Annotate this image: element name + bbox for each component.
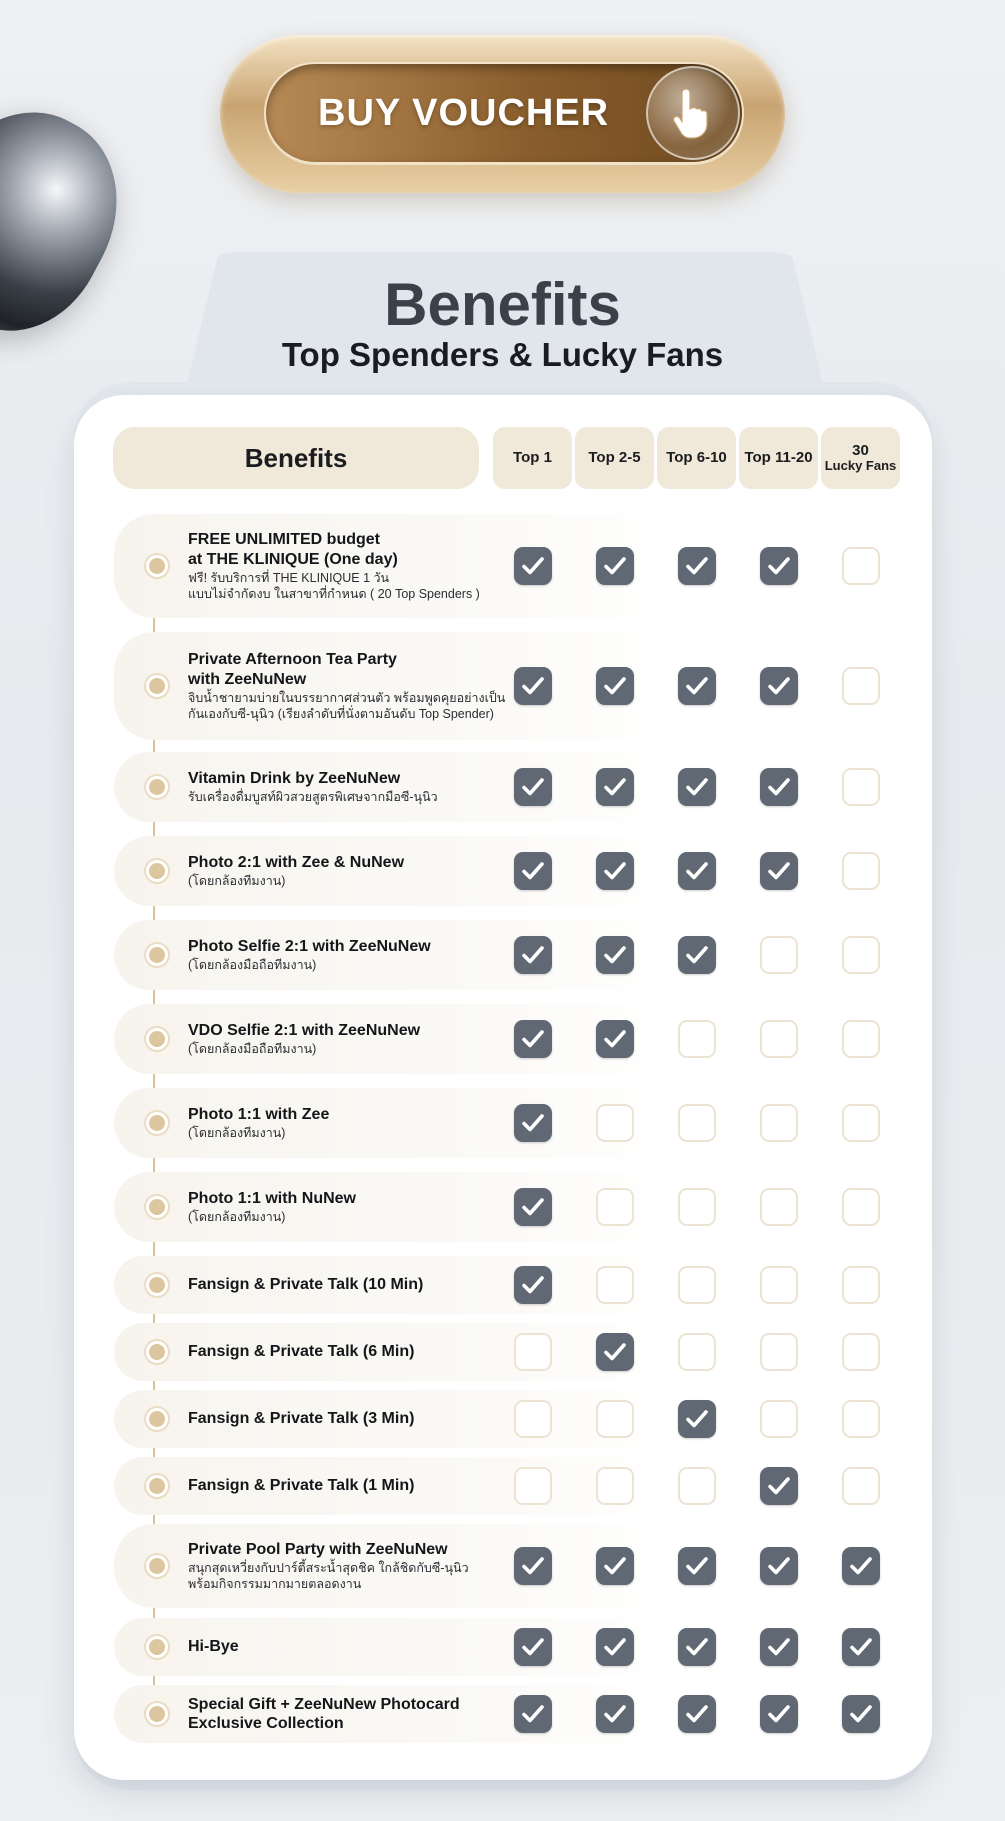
check-icon <box>514 667 552 705</box>
benefit-title: Special Gift + ZeeNuNew Photocard Exclusive Collection <box>188 1695 460 1733</box>
timeline-dot <box>144 1634 170 1660</box>
timeline-dot <box>144 1339 170 1365</box>
page-title: Benefits <box>384 271 621 338</box>
empty-checkbox <box>760 1400 798 1438</box>
check-icon <box>514 1628 552 1666</box>
benefit-description: (โดยกล้องมือถือทีมงาน) <box>188 1042 317 1057</box>
check-icon <box>842 1695 880 1733</box>
check-icon <box>596 768 634 806</box>
check-icon <box>514 1188 552 1226</box>
benefit-text <box>188 1189 528 1226</box>
check-icon <box>760 667 798 705</box>
timeline-dot <box>144 1553 170 1579</box>
benefit-description: ฟรี! รับบริการที่ THE KLINIQUE 1 วัน แบบไม่จำกัดงบ ในสาขาที่กำหนด ( 20 Top Spenders ) <box>188 571 480 601</box>
check-icon <box>678 1628 716 1666</box>
empty-checkbox <box>760 1188 798 1226</box>
benefit-text <box>188 1409 528 1429</box>
benefit-title: Fansign & Private Talk (3 Min) <box>188 1410 415 1427</box>
benefit-text <box>188 1342 528 1362</box>
benefit-text <box>188 1476 528 1496</box>
timeline-dot <box>144 1110 170 1136</box>
check-icon <box>596 547 634 585</box>
benefit-title: Vitamin Drink by ZeeNuNew <box>188 769 401 787</box>
check-icon <box>760 768 798 806</box>
benefit-title: Fansign & Private Talk (10 Min) <box>188 1276 424 1293</box>
empty-checkbox <box>678 1188 716 1226</box>
buy-voucher-button-inner[interactable] <box>264 62 744 164</box>
check-icon <box>678 547 716 585</box>
benefit-text <box>188 1540 528 1593</box>
empty-checkbox <box>760 1020 798 1058</box>
benefit-text <box>188 1275 528 1295</box>
benefit-text <box>188 1105 528 1142</box>
empty-checkbox <box>842 1188 880 1226</box>
benefit-description: (โดยกล้องทีมงาน) <box>188 874 286 889</box>
check-icon <box>678 768 716 806</box>
empty-checkbox <box>514 1400 552 1438</box>
timeline-dot <box>144 774 170 800</box>
benefit-text <box>188 937 528 974</box>
benefit-row <box>114 632 674 740</box>
empty-checkbox <box>596 1188 634 1226</box>
empty-checkbox <box>678 1266 716 1304</box>
empty-checkbox <box>842 547 880 585</box>
check-icon <box>514 852 552 890</box>
empty-checkbox <box>842 768 880 806</box>
check-icon <box>760 1695 798 1733</box>
benefit-title: FREE UNLIMITED budget at THE KLINIQUE (One day) <box>188 531 398 568</box>
column-header-sublabel: Lucky Fans <box>824 458 897 474</box>
buy-voucher-button[interactable] <box>220 35 785 193</box>
check-icon <box>760 852 798 890</box>
benefit-description: สนุกสุดเหวี่ยงกับปาร์ตี้สระน้ำสุดชิค ใกล้ชิดกับซี-นุนิว พร้อมกิจกรรมมากมายตลอดงาน <box>188 1561 469 1591</box>
benefit-title: Photo 1:1 with NuNew <box>188 1189 356 1207</box>
empty-checkbox <box>678 1333 716 1371</box>
timeline-dot <box>144 673 170 699</box>
benefit-row <box>114 1088 674 1158</box>
empty-checkbox <box>842 667 880 705</box>
check-icon <box>596 1628 634 1666</box>
benefit-row <box>114 1323 674 1381</box>
check-icon <box>678 1695 716 1733</box>
timeline-dot <box>144 1026 170 1052</box>
check-icon <box>514 1695 552 1733</box>
benefit-row <box>114 920 674 990</box>
benefit-row <box>114 1172 674 1242</box>
timeline-dot <box>144 1473 170 1499</box>
benefit-text <box>188 853 528 890</box>
empty-checkbox <box>678 1104 716 1142</box>
benefit-description: จิบน้ำชายามบ่ายในบรรยากาศส่วนตัว พร้อมพูดคุยอย่างเป็น กันเองกับซี-นุนิว (เรียงลำดับที่นั่งตามอันดับ Top Spender) <box>188 691 506 721</box>
empty-checkbox <box>596 1400 634 1438</box>
empty-checkbox <box>842 1266 880 1304</box>
timeline-dot <box>144 1194 170 1220</box>
benefit-title: VDO Selfie 2:1 with ZeeNuNew <box>188 1021 421 1039</box>
empty-checkbox <box>678 1020 716 1058</box>
timeline-dot <box>144 553 170 579</box>
benefit-title: Photo Selfie 2:1 with ZeeNuNew <box>188 937 431 955</box>
page-subtitle: Top Spenders & Lucky Fans <box>281 336 724 373</box>
benefit-description: (โดยกล้องทีมงาน) <box>188 1126 286 1141</box>
column-header-1 <box>493 427 572 489</box>
column-header-label: 30 <box>852 442 869 460</box>
check-icon <box>596 1020 634 1058</box>
empty-checkbox <box>514 1333 552 1371</box>
benefit-text <box>188 769 528 806</box>
empty-checkbox <box>842 936 880 974</box>
pointing-hand-icon <box>646 66 740 160</box>
check-icon <box>678 936 716 974</box>
empty-checkbox <box>760 936 798 974</box>
empty-checkbox <box>678 1467 716 1505</box>
empty-checkbox <box>842 1400 880 1438</box>
benefit-description: รับเครื่องดื่มบูสท์ผิวสวยสูตรพิเศษจากมือซี-นุนิว <box>188 790 438 805</box>
column-header-3 <box>657 427 736 489</box>
timeline-dot <box>144 942 170 968</box>
check-icon <box>596 1333 634 1371</box>
check-icon <box>678 1400 716 1438</box>
benefit-description: (โดยกล้องทีมงาน) <box>188 1210 286 1225</box>
empty-checkbox <box>842 1467 880 1505</box>
empty-checkbox <box>596 1467 634 1505</box>
check-icon <box>760 1547 798 1585</box>
benefit-title: Photo 2:1 with Zee & NuNew <box>188 853 405 871</box>
check-icon <box>596 667 634 705</box>
buy-voucher-label: BUY VOUCHER <box>318 92 610 134</box>
benefit-row <box>114 1256 674 1314</box>
empty-checkbox <box>596 1266 634 1304</box>
benefit-description: (โดยกล้องมือถือทีมงาน) <box>188 958 317 973</box>
check-icon <box>842 1628 880 1666</box>
timeline-dot <box>144 1272 170 1298</box>
check-icon <box>514 547 552 585</box>
timeline-dot <box>144 1406 170 1432</box>
column-header-5 <box>821 427 900 489</box>
check-icon <box>842 1547 880 1585</box>
check-icon <box>596 936 634 974</box>
column-header-label: Top 6-10 <box>666 449 727 467</box>
benefit-title: Private Afternoon Tea Party with ZeeNuNew <box>188 651 397 688</box>
benefit-row <box>114 1004 674 1074</box>
empty-checkbox <box>596 1104 634 1142</box>
column-header-label: Top 1 <box>513 449 552 467</box>
empty-checkbox <box>514 1467 552 1505</box>
check-icon <box>678 852 716 890</box>
column-header-4 <box>739 427 818 489</box>
check-icon <box>596 852 634 890</box>
benefit-row <box>114 1685 674 1743</box>
check-icon <box>514 1266 552 1304</box>
benefit-row <box>114 1390 674 1448</box>
check-icon <box>678 667 716 705</box>
benefits-column-header: Benefits <box>113 427 479 489</box>
benefit-title: Private Pool Party with ZeeNuNew <box>188 1540 448 1558</box>
empty-checkbox <box>760 1104 798 1142</box>
benefit-title: Hi-Bye <box>188 1638 239 1655</box>
benefit-title: Fansign & Private Talk (6 Min) <box>188 1343 415 1360</box>
benefit-row <box>114 1524 674 1608</box>
benefit-text <box>188 1021 528 1058</box>
check-icon <box>596 1695 634 1733</box>
check-icon <box>514 936 552 974</box>
check-icon <box>514 768 552 806</box>
check-icon <box>760 1628 798 1666</box>
benefit-title: Fansign & Private Talk (1 Min) <box>188 1477 415 1494</box>
column-header-label: Top 11-20 <box>744 449 813 467</box>
column-header-label: Top 2-5 <box>588 449 641 467</box>
check-icon <box>760 1467 798 1505</box>
benefit-row <box>114 1457 674 1515</box>
column-header-2 <box>575 427 654 489</box>
check-icon <box>760 547 798 585</box>
check-icon <box>514 1104 552 1142</box>
benefit-row <box>114 1618 674 1676</box>
benefit-title: Photo 1:1 with Zee <box>188 1105 330 1123</box>
benefit-text <box>188 1637 528 1657</box>
benefit-row <box>114 752 674 822</box>
benefit-row <box>114 836 674 906</box>
timeline-dot <box>144 858 170 884</box>
check-icon <box>678 1547 716 1585</box>
benefit-row <box>114 514 674 618</box>
check-icon <box>596 1547 634 1585</box>
check-icon <box>514 1547 552 1585</box>
empty-checkbox <box>760 1333 798 1371</box>
benefit-text <box>188 530 528 602</box>
empty-checkbox <box>842 1020 880 1058</box>
check-icon <box>514 1020 552 1058</box>
empty-checkbox <box>842 1104 880 1142</box>
timeline-dot <box>144 1701 170 1727</box>
empty-checkbox <box>760 1266 798 1304</box>
benefit-text <box>188 650 528 722</box>
benefit-text <box>188 1695 528 1734</box>
empty-checkbox <box>842 1333 880 1371</box>
empty-checkbox <box>842 852 880 890</box>
